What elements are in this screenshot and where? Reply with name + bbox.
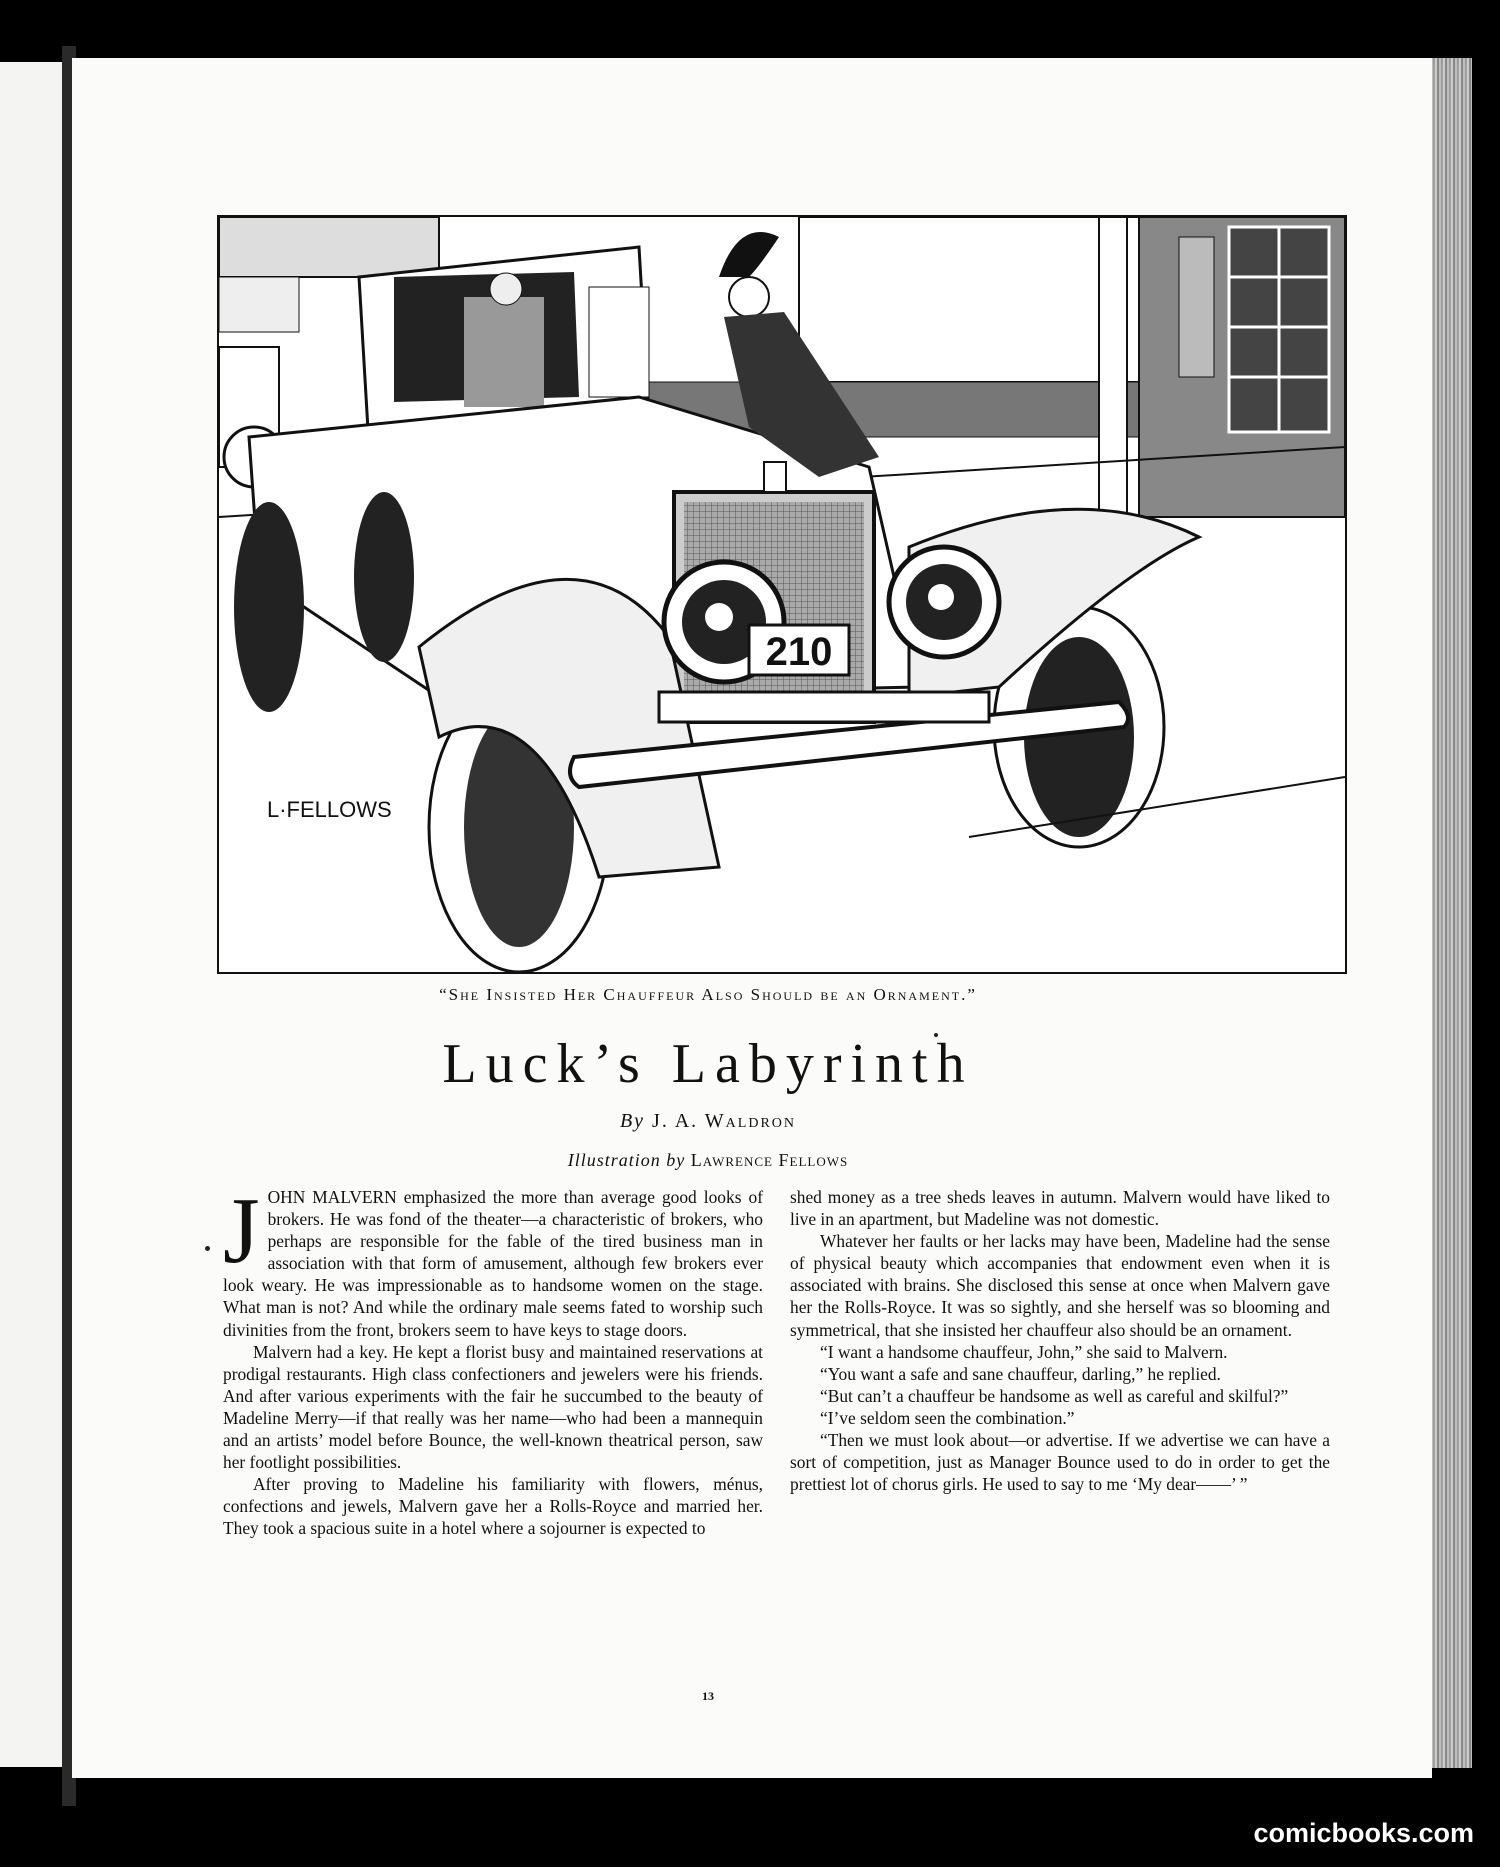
paragraph: “I want a handsome chauffeur, John,” she said to Malvern. bbox=[820, 1341, 1228, 1362]
print-speck bbox=[205, 1246, 210, 1251]
illustration-caption: “She Insisted Her Chauffeur Also Should be an Ornament.” bbox=[439, 985, 977, 1004]
paragraph: OHN MALVERN emphasized the more than average good looks of brokers. He was fond of the theater—a characteristic of brokers, who perhaps are responsible for the fable of the tired business man in association with that form of amusement, although few brokers ever look weary. He was impressionable as to handsome women on the stage. What man is not? And while the ordinary male seems fated to worship such divinities from the front, brokers seem to have keys to stage doors. bbox=[223, 1187, 763, 1340]
facing-page-edge bbox=[0, 62, 65, 1767]
license-plate: 210 bbox=[765, 630, 833, 674]
page-edges bbox=[1432, 58, 1472, 1768]
illustration-credit bbox=[145, 1150, 1271, 1171]
text-column-right bbox=[790, 1186, 1330, 1495]
drop-cap: J bbox=[223, 1179, 260, 1283]
credit-prefix: Illustration by bbox=[567, 1150, 686, 1170]
paragraph: “Then we must look about—or advertise. If we advertise we can have a sort of competition, just as Manager Bounce used to do in order to get the prettiest lot of chorus girls. He used to say to me ‘My dear——’ ” bbox=[790, 1430, 1330, 1495]
artist-name: Lawrence Fellows bbox=[690, 1150, 849, 1170]
car-illustration bbox=[219, 217, 1345, 972]
text-column-left bbox=[223, 1179, 763, 1540]
byline-prefix: By bbox=[619, 1110, 646, 1132]
artist-signature: L·FELLOWS bbox=[267, 797, 392, 822]
paragraph: “I’ve seldom seen the combination.” bbox=[820, 1407, 1075, 1428]
paragraph: “You want a safe and sane chauffeur, darling,” he replied. bbox=[820, 1363, 1221, 1384]
paragraph: Whatever her faults or her lacks may have been, Madeline had the sense of physical beauty which accompanies that endowment even when it is associated with brains. She disclosed this sense at once when Malvern gave her the Rolls-Royce. It was so sightly, and she herself was so blooming and symmetrical, that she insisted her chauffeur also should be an ornament. bbox=[790, 1231, 1330, 1340]
site-watermark: comicbooks.com bbox=[1253, 1818, 1474, 1848]
paragraph: shed money as a tree sheds leaves in autumn. Malvern would have liked to live in an apartment, but Madeline was not domestic. bbox=[790, 1187, 1330, 1230]
paragraph: Malvern had a key. He kept a florist busy and maintained reservations at prodigal restaurants. High class confectioners and jewelers were his friends. And after various experiments with the fair he succumbed to the beauty of Madeline Merry—if that really was her name—who had been a mannequin and an artists’ model before Bounce, the well-known theatrical person, saw her footlight possibilities. bbox=[223, 1341, 763, 1473]
illustration bbox=[217, 215, 1347, 974]
paragraph: After proving to Madeline his familiarity with flowers, ménus, confections and jewels, Malvern gave her a Rolls-Royce and married her. They took a spacious suite in a hotel where a sojourner is expected to bbox=[223, 1474, 763, 1539]
story-title: Luck’s Labyrinth bbox=[442, 1033, 974, 1095]
author-name: J. A. Waldron bbox=[652, 1110, 797, 1132]
page-number: 13 bbox=[702, 1689, 714, 1703]
paragraph: “But can’t a chauffeur be handsome as well as careful and skilful?” bbox=[820, 1385, 1289, 1406]
byline bbox=[145, 1110, 1271, 1133]
